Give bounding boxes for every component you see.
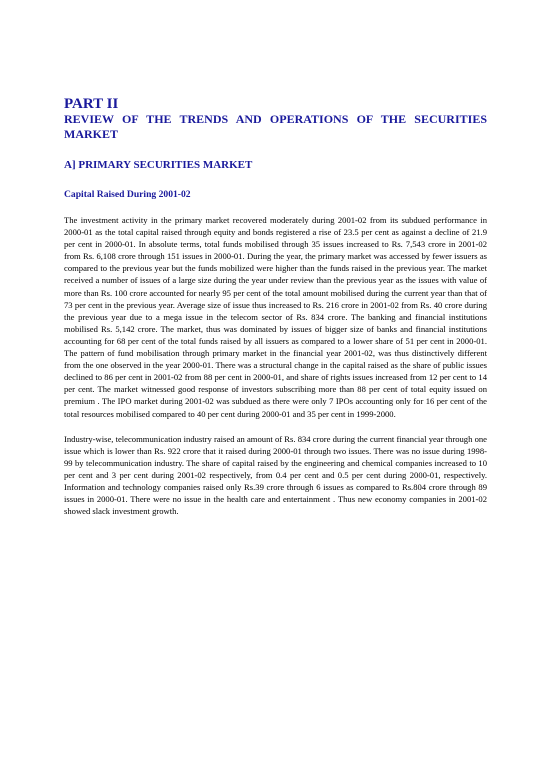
section-heading: A] PRIMARY SECURITIES MARKET xyxy=(64,159,253,171)
document-page xyxy=(64,96,487,517)
part-title: PART II xyxy=(64,96,119,112)
subsection-heading: Capital Raised During 2001-02 xyxy=(64,189,191,200)
body-paragraph-2: Industry-wise, telecommunication industry raised an amount of Rs. 834 crore during the current financial year through one issue which is lower than Rs. 922 crore that it raised during 2000-01 through two issues. There was no issue during 1998-99 by telecommunication industry. The share of capital raised by the engineering and chemical companies increased to 10 per cent and 3 per cent during 2001-02 respectively, from 0.4 per cent and 0.5 per cent during 2000-01, respectively. Information and technology companies raised only Rs.39 crore through 6 issues as compared to Rs.804 crore through 89 issues in 2000-01. There were no issue in the health care and entertainment . Thus new economy companies in 2001-02 showed slack investment growth. xyxy=(64,433,487,517)
main-title: REVIEW OF THE TRENDS AND OPERATIONS OF THE SECURITIES MARKET xyxy=(64,112,487,141)
body-paragraph-1: The investment activity in the primary market recovered moderately during 2001-02 from its subdued performance in 2000-01 as the total capital raised through equity and bonds registered a rise of 23.5 per cent as against a decline of 21.9 per cent in 2000-01. In absolute terms, total funds mobilised through 35 issues increased to Rs. 7,543 crore in 2001-02 from Rs. 6,108 crore through 151 issues in 2000-01. During the year, the primary market was accessed by fewer issuers as compared to the previous year but the funds mobilized were higher than the funds raised in the previous year. The market received a number of issues of a large size during the year under review than the previous year as the issues with value of more than Rs. 100 crore accounted for nearly 95 per cent of the total amount mobilised during the current year than that of 73 per cent in the previous year. Average size of issue thus increased to Rs. 216 crore in 2001-02 from Rs. 40 crore during the previous year due to a mega issue in the telecom sector of Rs. 834 crore. The banking and financial institutions mobilised Rs. 5,142 crore. The market, thus was dominated by issues of bigger size of banks and financial institutions accounting for 68 per cent of the total funds raised by all issuers as compared to a lower share of 51 per cent in 2000-01. The pattern of fund mobilisation through primary market in the financial year 2001-02, was thus distinctively different from the one observed in the year 2000-01. There was a structural change in the capital raised as the share of public issues declined to 86 per cent in 2001-02 from 88 per cent in 2000-01, and share of rights issues increased from 12 per cent to 14 per cent. The market witnessed good response of investors subscribing more than 88 per cent of total equity issued on premium . The IPO market during 2001-02 was subdued as there were only 7 IPOs accounting only for 16 per cent of the total resources mobilised compared to 40 per cent during 2000-01 and 35 per cent in 1999-2000. xyxy=(64,215,487,419)
